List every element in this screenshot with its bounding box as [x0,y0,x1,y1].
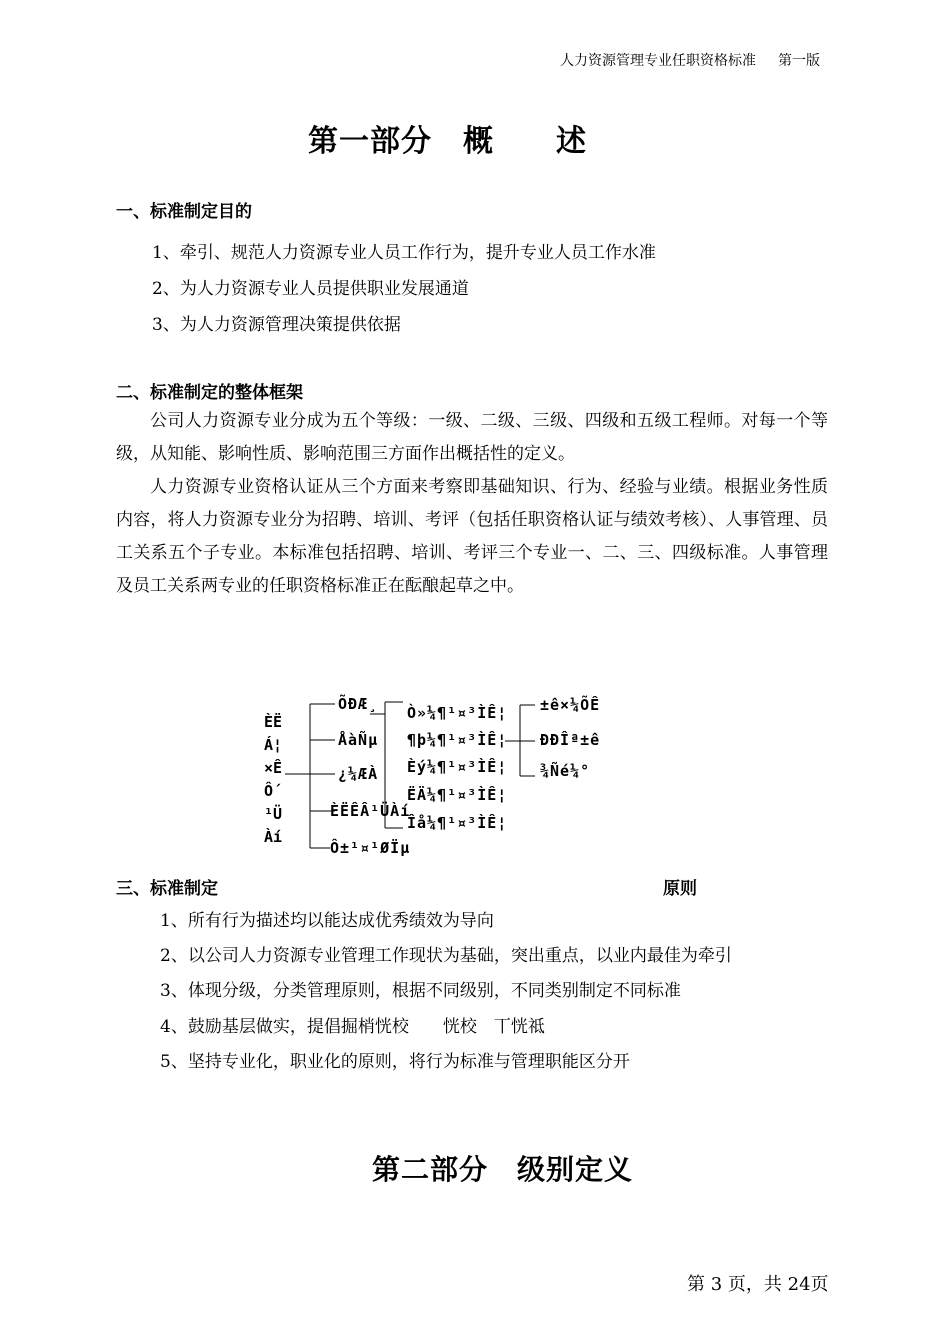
diagram-col3-node: ¾Ñé¼° [540,762,591,780]
section2-heading: 二、标准制定的整体框架 [116,383,303,403]
diagram-root-line: ×Ê [263,759,283,777]
part2-title: 第二部分 级别定义 [372,1153,634,1186]
section1-item: 1、牵引、规范人力资源专业人员工作行为，提升专业人员工作水准 [152,243,656,263]
diagram-col2-node: ËÄ¼¶¹¤³ÌÊ¦ [407,786,508,804]
section3-heading-suffix: 原则 [663,879,697,899]
diagram-col3-node: ±ê×¼ÕÊ [540,696,601,714]
diagram-col2-node: ¶þ¼¶¹¤³ÌÊ¦ [407,731,508,749]
section3-item: 3、体现分级，分类管理原则，根据不同级别，不同类别制定不同标准 [160,981,681,1001]
diagram-col2-node: Èý¼¶¹¤³ÌÊ¦ [407,758,508,776]
diagram-col2-node: Ò»¼¶¹¤³ÌÊ¦ [407,704,508,722]
section3-item: 2、以公司人力资源专业管理工作现状为基础，突出重点，以业内最佳为牵引 [160,946,732,966]
header-title: 人力资源管理专业任职资格标准 [560,53,756,69]
diagram-col1-node: Ô±¹¤¹ØÏµ [330,839,411,857]
diagram-col2-node: Îå¼¶¹¤³ÌÊ¦ [407,814,508,832]
diagram-col1-node: ÅàÑµ [338,731,379,749]
section3-item: 5、坚持专业化，职业化的原则，将行为标准与管理职能区分开 [160,1052,630,1072]
section2-paragraph: 人力资源专业资格认证从三个方面来考察即基础知识、行为、经验与业绩。根据业务性质内容，将人力资源专业分为招聘、培训、考评（包括任职资格认证与绩效考核）、人事管理、员工关系五个子专业。本标准包括招聘、培训、考评三个专业一、二、三、四级标准。人事管理及员工关系两专业的任职资格标准正在酝酿起草之中。 [116,477,828,596]
section2-paragraph: 公司人力资源专业分成为五个等级：一级、二级、三级、四级和五级工程师。对每一个等级，从知能、影响性质、影响范围三方面作出概括性的定义。 [116,411,828,464]
diagram-col3-node: ÐÐÎª±ê [540,731,601,749]
section3-item: 4、鼓励基层做实，提倡掘梢恍校 恍校 丅恍祗 [160,1017,545,1037]
diagram-root-line: Á¦ [263,736,283,754]
diagram-col1-node: ÕÐÆ¸ [338,695,379,713]
diagram-col1-node: ¿¼ÆÀ [338,765,379,783]
section1-item: 3、为人力资源管理决策提供依据 [152,315,401,335]
section3-heading: 三、标准制定 [116,879,218,899]
page-footer: 第 3 页，共 24页 [687,1274,829,1295]
part1-title: 第一部分 概 述 [308,124,587,159]
diagram-root-line: ÈË [263,713,283,731]
diagram-root-line: Ô´ [263,782,283,800]
section1-item: 2、为人力资源专业人员提供职业发展通道 [152,279,469,299]
diagram-root [258,711,288,849]
diagram-root-line: ¹Ü [263,805,283,823]
section3-item: 1、所有行为描述均以能达成优秀绩效为导向 [160,911,494,931]
diagram-col1-node: ÈËÊÂ¹ÜÀí [330,802,411,820]
section1-heading: 一、标准制定目的 [116,202,252,222]
diagram-root-line: Àí [263,828,283,846]
header-edition: 第一版 [778,53,820,69]
